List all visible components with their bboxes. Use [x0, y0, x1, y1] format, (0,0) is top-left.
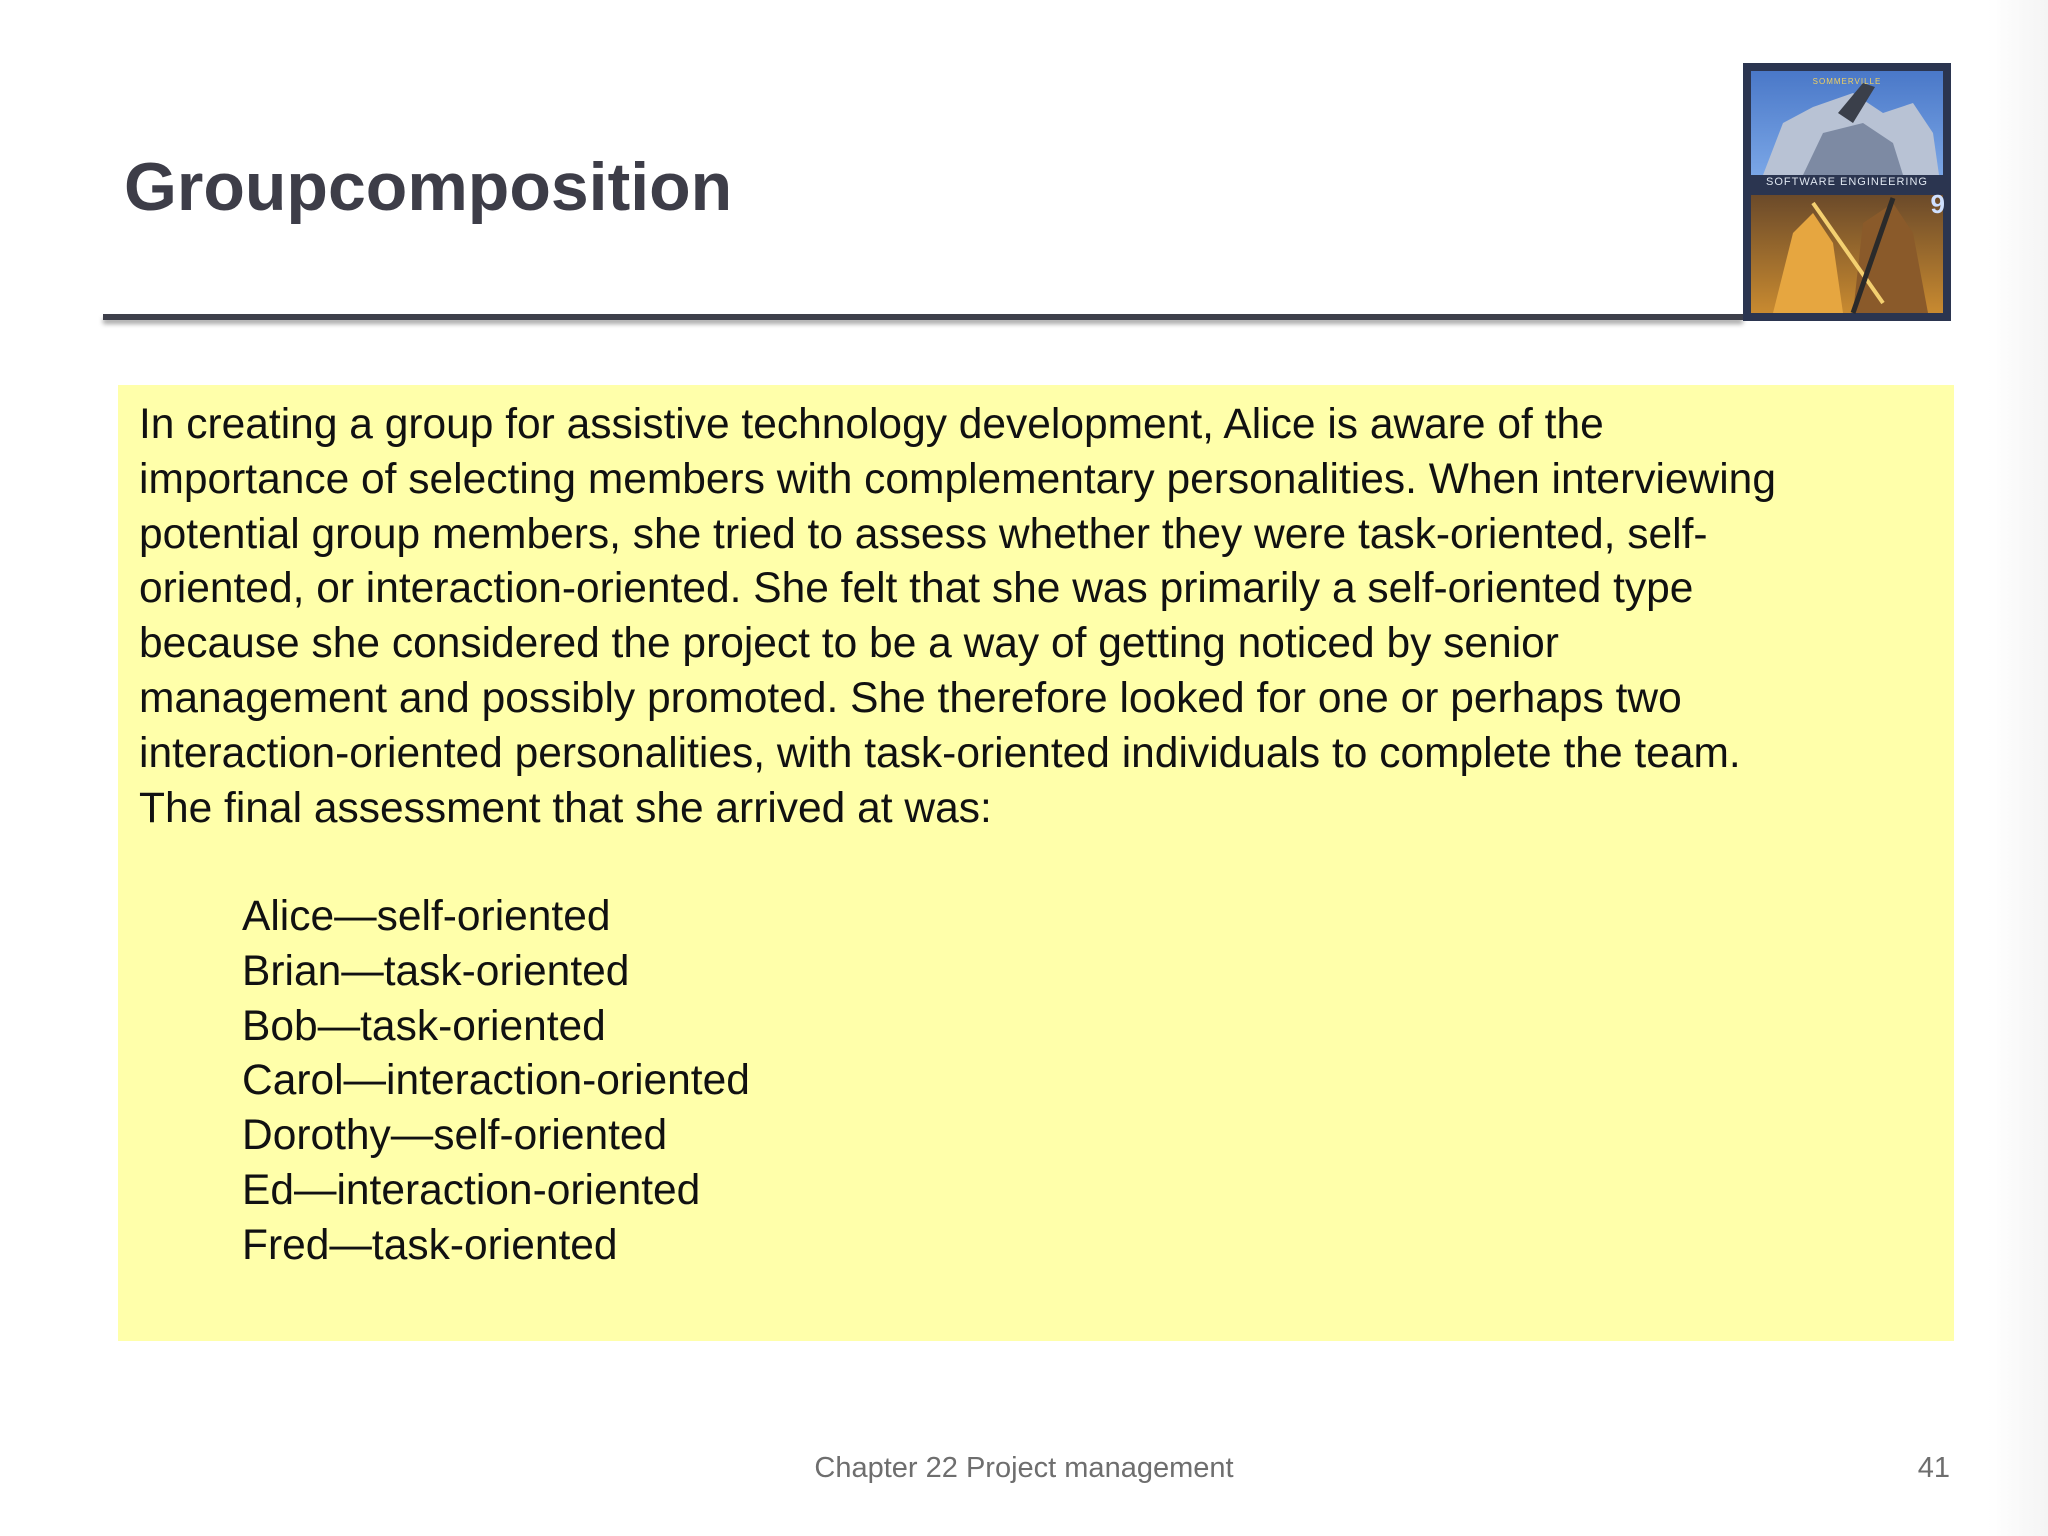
scenario-line: The final assessment that she arrived at was: [139, 784, 992, 832]
list-item: Bob—task-oriented [242, 1002, 606, 1050]
scenario-line: management and possibly promoted. She therefore looked for one or perhaps two [139, 674, 1682, 722]
book-cover-image [1743, 63, 1951, 321]
slide-title: Groupcomposition [124, 149, 733, 225]
scenario-line: importance of selecting members with complementary personalities. When interviewing [139, 455, 1776, 503]
book-cover-title: SOFTWARE ENGINEERING [1766, 176, 1928, 188]
scenario-line: interaction-oriented personalities, with task-oriented individuals to complete the team. [139, 729, 1741, 777]
scenario-line: potential group members, she tried to assess whether they were task-oriented, self- [139, 510, 1708, 558]
list-item: Brian—task-oriented [242, 947, 630, 995]
member-assessment-list [242, 890, 750, 1274]
slide-edge-shadow [1988, 0, 2048, 1536]
book-cover-edition: 9 [1930, 189, 1945, 219]
title-divider [103, 314, 1743, 320]
book-cover-author: SOMMERVILLE [1812, 77, 1882, 86]
list-item: Alice—self-oriented [242, 893, 611, 940]
page-number: 41 [1917, 1452, 1950, 1484]
scenario-line: In creating a group for assistive technology development, Alice is aware of the [139, 401, 1604, 448]
book-cover-illustration [1743, 63, 1951, 321]
list-item: Ed—interaction-oriented [242, 1166, 701, 1214]
list-item: Dorothy—self-oriented [242, 1112, 668, 1160]
list-item: Carol—interaction-oriented [242, 1057, 750, 1105]
scenario-line: oriented, or interaction-oriented. She felt that she was primarily a self-oriented type [139, 565, 1694, 613]
list-item: Fred—task-oriented [242, 1221, 618, 1269]
footer-chapter: Chapter 22 Project management [814, 1452, 1234, 1484]
scenario-paragraph [139, 398, 1939, 836]
scenario-line: because she considered the project to be a way of getting noticed by senior [139, 620, 1559, 668]
